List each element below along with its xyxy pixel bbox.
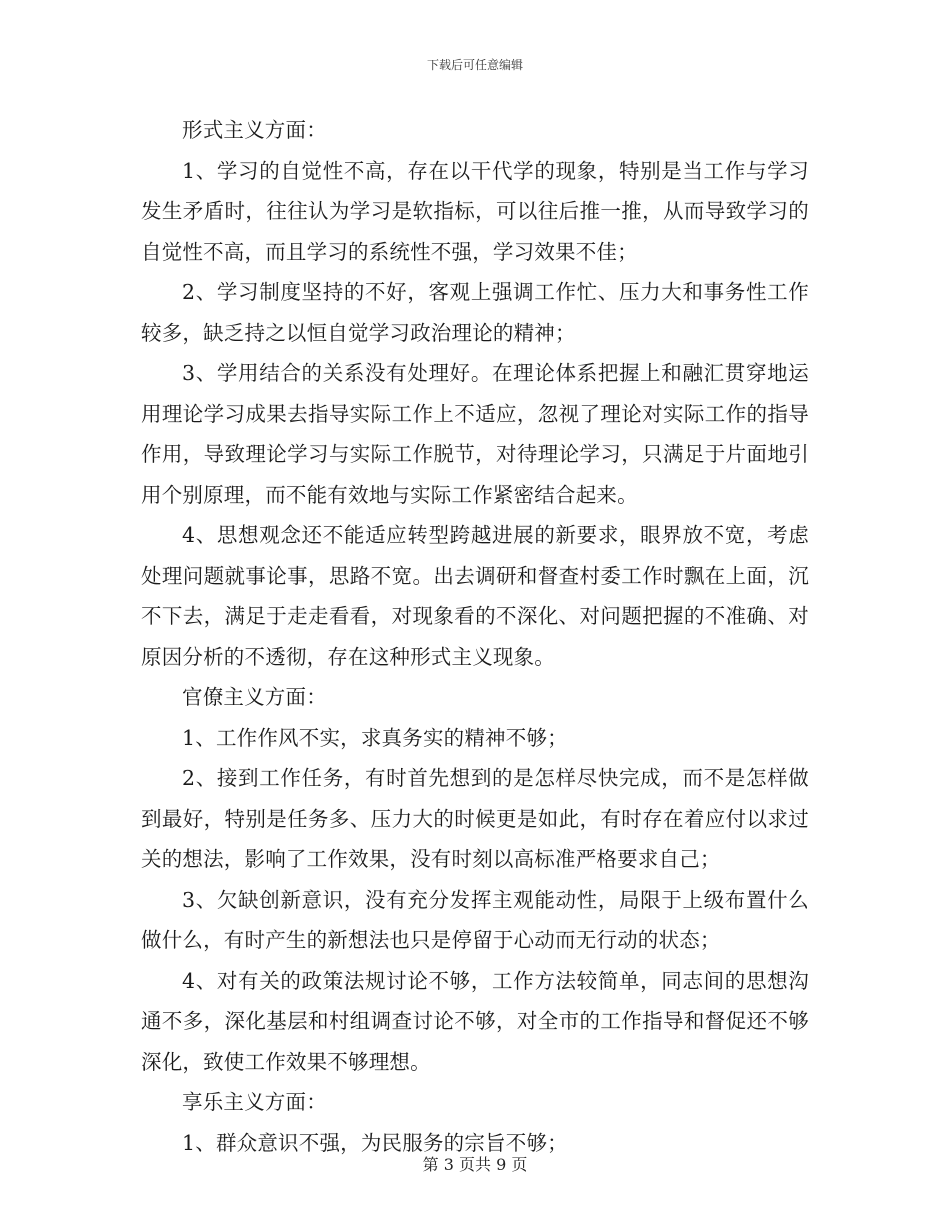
paragraph: 1、学习的自觉性不高，存在以干代学的现象，特别是当工作与学习发生矛盾时，往往认为学习是软指标，可以往后推一推，从而导致学习的自觉性不高，而且学习的系统性不强，学习效果不佳； — [141, 158, 809, 264]
paragraph: 4、思想观念还不能适应转型跨越进展的新要求，眼界放不宽，考虑处理问题就事论事，思路不宽。出去调研和督查村委工作时飘在上面，沉不下去，满足于走走看看，对现象看的不深化、对问题把握的不准确、对原因分析的不透彻，存在这种形式主义现象。 — [141, 523, 809, 669]
section-heading-bureaucratism: 官僚主义方面： — [182, 685, 327, 709]
paragraph: 3、欠缺创新意识，没有充分发挥主观能动性，局限于上级布置什么做什么，有时产生的新想法也只是停留于心动而无行动的状态； — [141, 887, 809, 952]
paragraph: 2、接到工作任务，有时首先想到的是怎样尽快完成，而不是怎样做到最好，特别是任务多、压力大的时候更是如此，有时存在着应付以求过关的想法，影响了工作效果，没有时刻以高标准严格要求自己； — [141, 766, 809, 871]
paragraph: 3、学用结合的关系没有处理好。在理论体系把握上和融汇贯穿地运用理论学习成果去指导实际工作上不适应，忽视了理论对实际工作的指导作用，导致理论学习与实际工作脱节，对待理论学习，只满足于片面地引用个别原理，而不能有效地与实际工作紧密结合起来。 — [141, 361, 809, 507]
paragraph: 2、学习制度坚持的不好，客观上强调工作忙、压力大和事务性工作较多，缺乏持之以恒自觉学习政治理论的精神； — [141, 280, 809, 345]
document-body — [141, 110, 809, 1163]
page-number-footer: 第 3 页共 9 页 — [422, 1155, 528, 1174]
paragraph: 1、群众意识不强，为民服务的宗旨不够； — [182, 1130, 568, 1155]
page-header: 下载后可任意编辑 — [426, 58, 523, 72]
paragraph: 4、对有关的政策法规讨论不够，工作方法较简单，同志间的思想沟通不多，深化基层和村组调查讨论不够，对全市的工作指导和督促还不够深化，致使工作效果不够理想。 — [141, 968, 809, 1074]
section-heading-formalism: 形式主义方面： — [182, 118, 327, 142]
paragraph: 1、工作作风不实，求真务实的精神不够； — [182, 725, 568, 750]
section-heading-hedonism: 享乐主义方面： — [182, 1090, 327, 1114]
